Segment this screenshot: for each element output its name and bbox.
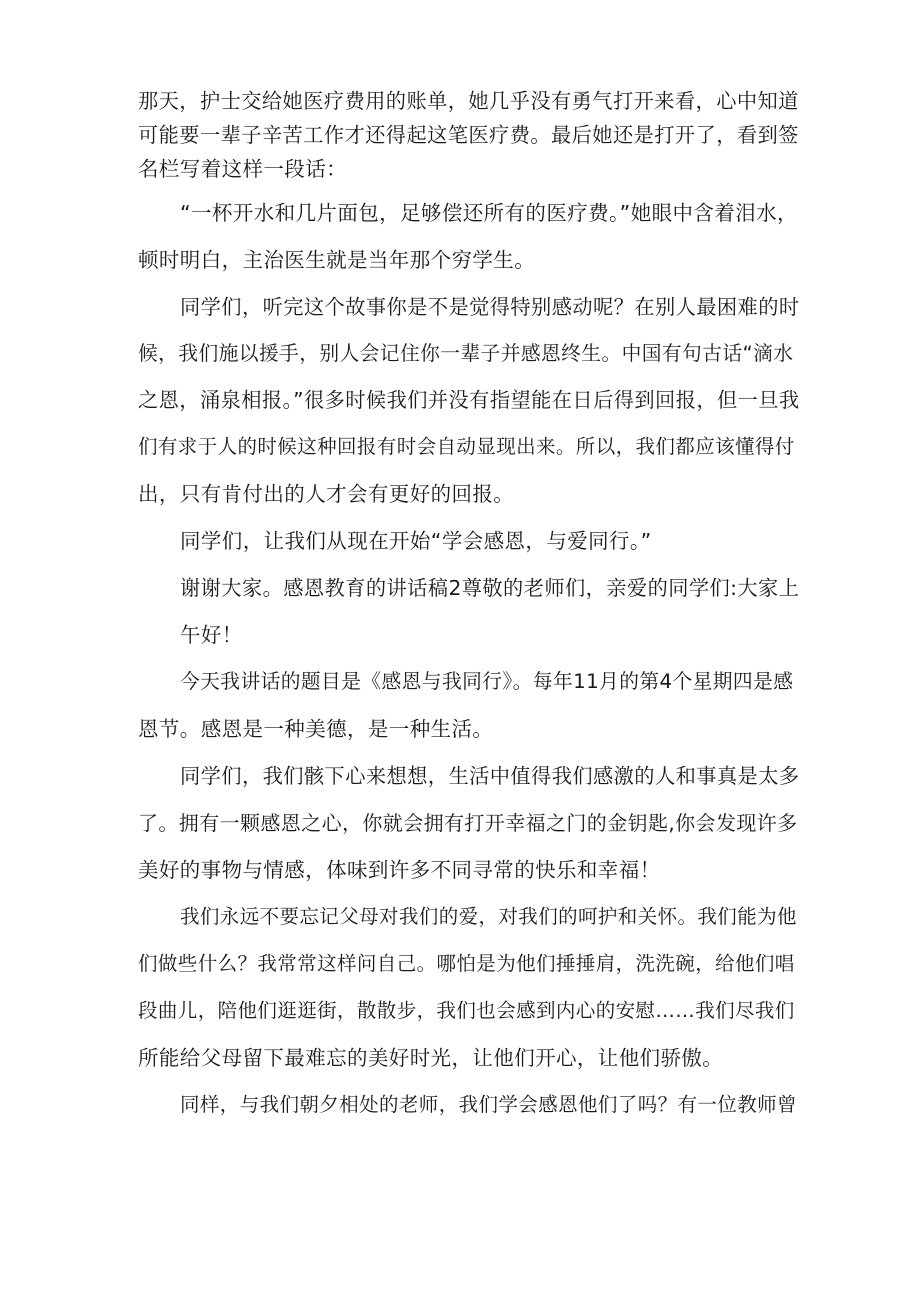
text-line: 之恩，涌泉相报。”很多时候我们并没有指望能在日后得到回报，但一旦我 [138,388,800,412]
text-line: “一杯开水和几片面包，足够偿还所有的医疗费。”她眼中含着泪水， [180,201,798,225]
text-line: 美好的事物与情感，体味到许多不同寻常的快乐和幸福！ [138,858,661,882]
text-line: 同学们，我们骸下心来想想，生活中值得我们感激的人和事真是太多 [180,764,800,788]
text-line: 恩节。感恩是一种美德，是一种生活。 [138,717,494,741]
text-line: 候，我们施以援手，别人会记住你一辈子并感恩终生。中国有句古话“滴水 [138,342,794,365]
text-line: 段曲儿，陪他们逛逛街，散散步，我们也会感到内心的安慰……我们尽我们 [138,999,795,1022]
text-line: 谢谢大家。感恩教育的讲话稿2尊敬的老师们，亲爱的同学们:大家上 [180,576,800,600]
text-line: 同学们，让我们从现在开始“学会感恩，与爱同行。” [180,529,652,553]
text-line: 可能要一辈子辛苦工作才还得起这笔医疗费。最后她还是打开了，看到签 [138,123,799,147]
text-line: 同学们，听完这个故事你是不是觉得特别感动呢？在别人最困难的时 [180,295,800,319]
text-line: 今天我讲话的题目是《感恩与我同行》。每年11月的第4个星期四是感 [180,670,794,693]
text-line: 那天，护士交给她医疗费用的账单，她几乎没有勇气打开来看，心中知道 [138,89,799,113]
text-line: 们有求于人的时候这种回报有时会自动显现出来。所以，我们都应该懂得付 [138,435,795,458]
text-line: 出，只有肯付出的人才会有更好的回报。 [138,482,515,506]
text-line: 所能给父母留下最难忘的美好时光，让他们开心，让他们骄傲。 [138,1046,724,1070]
text-line: 同样，与我们朝夕相处的老师，我们学会感恩他们了吗？有一位教师曾 [180,1093,797,1116]
text-line: 们做些什么？我常常这样问自己。哪怕是为他们捶捶肩，洗洗碗，给他们唱 [138,952,795,975]
text-line: 名栏写着这样一段话： [138,157,347,181]
text-line: 顿时明白，主治医生就是当年那个穷学生。 [138,248,536,272]
text-line: 我们永远不要忘记父母对我们的爱，对我们的呵护和关怀。我们能为他 [180,905,797,928]
text-line: 了。拥有一颗感恩之心，你就会拥有打开幸福之门的金钥匙,你会发现许多 [138,811,798,835]
text-line: 午好！ [180,623,243,647]
